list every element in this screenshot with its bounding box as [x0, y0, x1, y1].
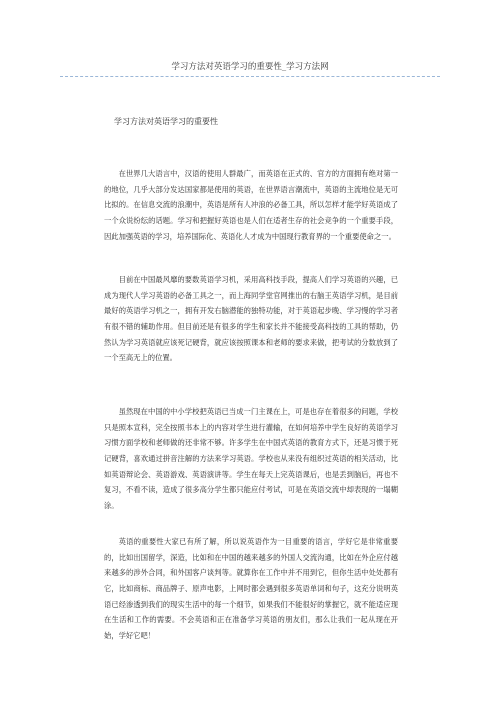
paragraph: 目前在中国最风靡的要数英语学习机，采用高科技手段，提高人们学习英语的兴趣，已成为现代人学习英语的必备工具之一，而上海同学堂官网推出的右脑王英语学习机，是目前最好的英语学习机之一，拥有开发右脑潜能的独特功能，对于英语起步晚、学习慢的学习者有很不错的辅助作用。但目前还是有很多的学生和家长并不能接受高科技的工具的帮助，仍然认为学习英语就应该死记硬背，就应该按照课本和老师的要求来做，把考试的分数放到了一个至高无上的位置。	[104, 275, 398, 363]
paragraph: 英语的重要性大家已有所了解，所以说英语作为一目重要的语言，学好它是非常重要的，比如出国留学，深造，比如和在中国的越来越多的外国人交流沟通，比如在外企应付越来越多的涉外合同，和外国客户谈判等。就算你在工作中并不用到它，但你生活中处处都有它，比如商标、商品牌子、原声电影，上网时都会遇到很多英语单词和句子，这充分说明英语已经渗透到我们的现实生活中的每一个细节，如果我们不能很好的掌握它，就不能适应现在生活和工作的需要。不会英语和正在准备学习英语的朋友们，那么让我们一起从现在开始，学好它吧！	[104, 537, 398, 640]
document-title: 学习方法对英语学习的重要性	[114, 117, 218, 126]
paragraph: 虽然现在中国的中小学校把英语已当成一门主课在上，可是也存在着很多的问题，学校只是照本宣科，完全按照书本上的内容对学生进行灌输，在如何培养中学生良好的英语学习习惯方面学校和老师做的还非常不够。许多学生在中国式英语的教育方式下，还是习惯于死记硬背，喜欢通过拼音注解的方法来学习英语。学校也从来没有组织过英语的相关活动，比如英语辩论会、英语游戏、英语演讲等。学生在每天上完英语课后，也是丢到脑后，再也不复习，不看不读，造成了很多高分学生都只能应付考试，可是在英语交流中却表现的一塌糊涂。	[104, 407, 398, 510]
header-divider	[60, 76, 440, 77]
paragraph: 在世界几大语言中，汉语的使用人群最广，而英语在正式的、官方的方面拥有绝对第一的地位，几乎大部分发达国家都是使用的英语，在世界语言潮流中，英语的主流地位是无可比拟的。在信息交流的浪潮中，英语是所有人冲浪的必备工具，所以怎样才能学好英语成了一个众说纷纭的话题。学习和把握好英语也是人们在适者生存的社会竞争的一个重要手段，因此加强英语的学习，培养国际化、英语化人才成为中国现行教育界的一个重要使命之一。	[104, 169, 398, 241]
page-header-title: 学习方法对英语学习的重要性_学习方法网	[171, 62, 329, 72]
